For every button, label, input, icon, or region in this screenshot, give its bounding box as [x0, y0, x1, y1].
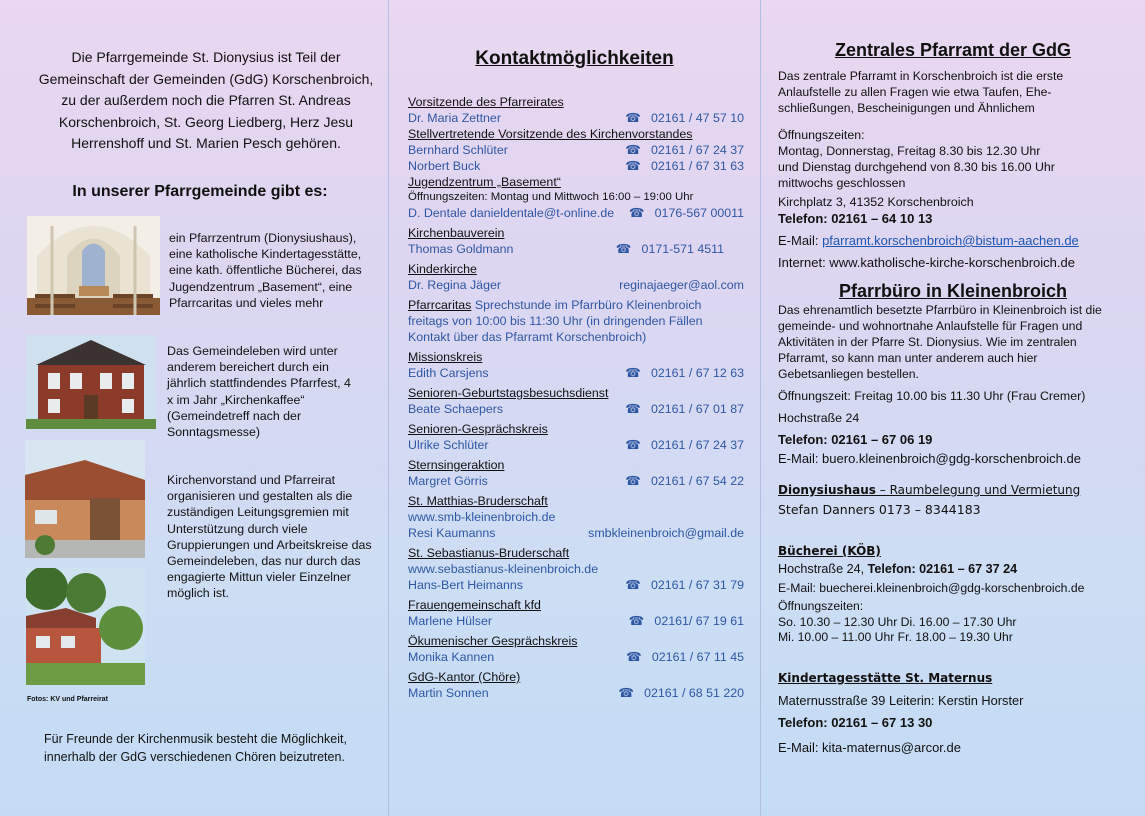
contact-phone: ☎ 02161/ 67 19 61	[629, 613, 744, 629]
buecherei-hours-label: Öffnungszeiten:	[778, 599, 864, 613]
contact-row	[408, 649, 744, 665]
pfarramt-phone: Telefon: 02161 – 64 10 13	[778, 211, 933, 226]
basement-hours: Öffnungszeiten: Montag und Mittwoch 16:00 – 19:00 Uhr	[408, 191, 694, 203]
email-label: E-Mail:	[778, 233, 819, 248]
contact-name: Monika Kannen	[408, 650, 495, 664]
parish-item-3-text: Kirchenvorstand und Pfarreirat organisieren und gestalten als die zuständigen Leitungsgremien mit Unterstützung durch viele Gruppierungen und Arbeitskreise das Gemeindeleben, das nur durch das engagierte Mittun vieler Einzelner möglich ist.	[167, 473, 372, 601]
contact-list	[408, 94, 744, 701]
contact-website: www.sebastianus-kleinenbroich.de	[408, 562, 599, 576]
contact-entry	[408, 225, 744, 257]
contact-head: Kirchenbauverein	[408, 226, 505, 240]
contact-entry	[408, 597, 744, 629]
contact-name: Dr. Regina Jäger	[408, 278, 501, 292]
contact-head: St. Sebastianus-Bruderschaft	[408, 546, 570, 560]
contact-phone: ☎ 02161 / 67 31 63	[625, 158, 744, 174]
contact-phone: ☎ 02161 / 67 01 87	[625, 401, 744, 417]
contact-entry	[408, 385, 744, 417]
contact-row	[408, 401, 744, 417]
pfarramt-hours-3: mittwochs geschlossen	[778, 176, 906, 190]
right-panel	[761, 0, 1145, 816]
contact-row	[408, 277, 744, 293]
contact-row	[408, 241, 744, 257]
church-interior-photo	[27, 216, 160, 315]
pfarramt-hours	[778, 127, 1126, 191]
contact-row	[408, 110, 744, 126]
contact-entry	[408, 633, 744, 665]
contact-name: Bernhard Schlüter	[408, 143, 508, 157]
contact-row	[408, 365, 744, 381]
parish-heading: In unserer Pfarrgemeinde gibt es:	[72, 183, 328, 200]
contact-phone: ☎ 02161 / 67 24 37	[625, 142, 744, 158]
contact-phone: ☎ 02161 / 67 24 37	[625, 437, 744, 453]
dionysiushaus-sub: – Raumbelegung und Vermietung	[875, 483, 1081, 497]
buecherei-hours-1: So. 10.30 – 12.30 Uhr Di. 16.00 – 17.30 Uhr	[778, 614, 1017, 629]
contact-email: smbkleinenbroich@gmail.de	[588, 526, 744, 540]
contact-row	[408, 613, 744, 629]
contact-head: Senioren-Geburtstagsbesuchsdienst	[408, 386, 609, 400]
buecherei-email: E-Mail: buecherei.kleinenbroich@gdg-korschenbroich.de	[778, 581, 1085, 595]
dionysiushaus-contact: Stefan Danners 0173 – 8344183	[778, 502, 981, 517]
kita-phone: Telefon: 02161 – 67 13 30	[778, 715, 933, 730]
pfarramt-address: Kirchplatz 3, 41352 Korschenbroich	[778, 195, 974, 209]
contact-head: Frauengemeinschaft kfd	[408, 598, 541, 612]
contact-name: Norbert Buck	[408, 159, 481, 173]
contact-name: Martin Sonnen	[408, 686, 489, 700]
buecherei-hours	[778, 599, 1126, 646]
contact-row	[408, 473, 744, 489]
contact-phone: ☎ 0171-571 4511	[616, 241, 724, 257]
contact-row	[408, 685, 744, 701]
buero-desc: Das ehrenamtlich besetzte Pfarrbüro in Kleinenbroich ist die gemeinde- und wohnortnahe Anlaufstelle für Fragen und Aktivitäten in der Pfarre St. Dionysius. Wie im zentralen Pfarramt, so kann man unter anderem auch hier Gebetsanliegen bestellen.	[778, 303, 1102, 381]
buecherei-phone: Telefon: 02161 – 67 37 24	[867, 562, 1018, 576]
intro-text: Die Pfarrgemeinde St. Dionysius ist Teil der Gemeinschaft der Gemeinden (GdG) Korschenbroich, zu der außerdem noch die Pfarren St. Andreas Korschenbroich, St. Georg Liedberg, Herz Jesu Herrenshoff und St. Marien Pesch gehören.	[38, 49, 374, 151]
parish-item-2-text: Das Gemeindeleben wird unter anderem bereichert durch ein jährlich stattfindendes Pfarrfest, 4 x im Jahr „Kirchenkaffee“ (Gemeindetreff nach der Sonntagsmesse)	[167, 344, 351, 440]
contact-row	[408, 509, 744, 525]
pfarramt-desc: Das zentrale Pfarramt in Korschenbroich ist die erste Anlaufstelle zu allen Fragen wie etwa Taufen, Ehe-schließungen, Bescheinigungen und Ähnlichem	[778, 69, 1064, 115]
kita-title: Kindertagesstätte St. Maternus	[778, 671, 993, 685]
contact-phone: ☎ 02161 / 67 12 63	[625, 365, 744, 381]
kindergarten-photo	[25, 440, 145, 558]
contact-name: Dr. Maria Zettner	[408, 111, 501, 125]
contact-name: Beate Schaepers	[408, 402, 504, 416]
buecherei-row	[778, 561, 1126, 577]
contact-row	[408, 437, 744, 453]
pfarramt-email-link[interactable]: pfarramt.korschenbroich@bistum-aachen.de	[822, 233, 1079, 248]
contact-phone: ☎ 02161 / 68 51 220	[618, 685, 744, 701]
buecherei-hours-2: Mi. 10.00 – 11.00 Uhr Fr. 18.00 – 19.30 Uhr	[778, 630, 1013, 644]
contact-phone: ☎ 02161 / 67 54 22	[625, 473, 744, 489]
contact-row	[408, 525, 744, 541]
contact-name: Marlene Hülser	[408, 614, 493, 628]
contact-phone: ☎ 0176-567 00011	[629, 205, 744, 221]
parish-item-1-text: ein Pfarrzentrum (Dionysiushaus), eine katholische Kindertagesstätte, eine kath. öffentliche Bücherei, das Jugendzentrum „Basement“, eine Pfarrcaritas und vieles mehr	[169, 231, 362, 310]
parish-house-photo	[26, 335, 156, 429]
buecherei-title: Bücherei (KÖB)	[778, 544, 881, 558]
dionysiushaus-row	[778, 482, 1126, 498]
contact-row	[408, 158, 744, 174]
buero-email: E-Mail: buero.kleinenbroich@gdg-korschenbroich.de	[778, 451, 1081, 466]
buecherei-address: Hochstraße 24,	[778, 562, 868, 576]
music-footer-text: Für Freunde der Kirchenmusik besteht die Möglichkeit, innerhalb der GdG verschiedenen Chören beizutreten.	[44, 732, 347, 764]
pfarramt-hours-1: Montag, Donnerstag, Freitag 8.30 bis 12.30 Uhr	[778, 144, 1041, 158]
contact-head: St. Matthias-Bruderschaft	[408, 494, 548, 508]
contact-head: Sternsingeraktion	[408, 458, 505, 472]
contact-email: reginajaeger@aol.com	[619, 278, 744, 292]
contact-row	[408, 561, 744, 577]
pfarramt-hours-label: Öffnungszeiten:	[778, 128, 865, 142]
pfarramt-email-row	[778, 233, 1126, 249]
contact-head: Ökumenischer Gesprächskreis	[408, 634, 578, 648]
contacts-title: Kontaktmöglichkeiten	[475, 48, 674, 69]
contact-entry	[408, 669, 744, 701]
pfarramt-title: Zentrales Pfarramt der GdG	[834, 40, 1072, 60]
contact-entry	[408, 457, 744, 489]
contact-name: Hans-Bert Heimanns	[408, 578, 524, 592]
contact-row	[408, 577, 744, 593]
left-panel	[0, 0, 388, 816]
caritas-info: Sprechstunde im Pfarrbüro Kleinenbroich freitags von 10:00 bis 11:30 Uhr (in dringenden Fällen Kontakt über das Pfarramt Korschenbroich)	[408, 298, 703, 344]
buero-phone: Telefon: 02161 – 67 06 19	[778, 432, 933, 447]
contact-name: Edith Carsjens	[408, 366, 489, 380]
contact-website: www.smb-kleinenbroich.de	[408, 510, 556, 524]
contact-row	[408, 142, 744, 158]
contact-head: Missionskreis	[408, 350, 483, 364]
contact-head: Vorsitzende des Pfarreirates	[408, 95, 564, 109]
buero-hours: Öffnungszeit: Freitag 10.00 bis 11.30 Uhr (Frau Cremer)	[778, 389, 1086, 403]
contact-head: Kinderkirche	[408, 262, 477, 276]
pfarramt-hours-2: und Dienstag durchgehend von 8.30 bis 16.00 Uhr	[778, 160, 1055, 174]
contact-entry	[408, 297, 744, 345]
kita-address: Maternusstraße 39 Leiterin: Kerstin Horster	[778, 693, 1024, 708]
contact-entry	[408, 421, 744, 453]
contact-entry	[408, 261, 744, 293]
contact-phone: ☎ 02161 / 47 57 10	[625, 110, 744, 126]
contact-name: D. Dentale danieldentale@t-online.de	[408, 206, 615, 220]
community-building-photo	[26, 568, 145, 685]
contact-head: Senioren-Gesprächskreis	[408, 422, 548, 436]
contact-name: Resi Kaumanns	[408, 526, 496, 540]
contact-head: Jugendzentrum „Basement“	[408, 175, 561, 189]
pfarramt-internet: Internet: www.katholische-kirche-korschenbroich.de	[778, 255, 1075, 270]
contact-entry	[408, 94, 744, 126]
contact-head: GdG-Kantor (Chöre)	[408, 670, 521, 684]
middle-panel	[389, 0, 760, 816]
contact-entry	[408, 126, 744, 174]
contact-entry	[408, 545, 744, 593]
contact-name: Thomas Goldmann	[408, 242, 514, 256]
dionysiushaus-title: Dionysiushaus	[778, 483, 876, 497]
contact-head: Pfarrcaritas	[408, 298, 472, 312]
kita-email: E-Mail: kita-maternus@arcor.de	[778, 740, 961, 755]
contact-name: Ulrike Schlüter	[408, 438, 489, 452]
buero-address: Hochstraße 24	[778, 411, 860, 425]
contact-name: Margret Görris	[408, 474, 488, 488]
contact-head: Stellvertretende Vorsitzende des Kirchenvorstandes	[408, 127, 693, 141]
contact-row	[408, 205, 744, 221]
contact-entry	[408, 493, 744, 541]
photo-credit: Fotos: KV und Pfarreirat	[27, 696, 108, 703]
contact-phone: ☎ 02161 / 67 11 45	[626, 649, 744, 665]
contact-entry	[408, 349, 744, 381]
contact-entry	[408, 174, 744, 221]
buero-title: Pfarrbüro in Kleinenbroich	[838, 281, 1068, 301]
contact-phone: ☎ 02161 / 67 31 79	[625, 577, 744, 593]
